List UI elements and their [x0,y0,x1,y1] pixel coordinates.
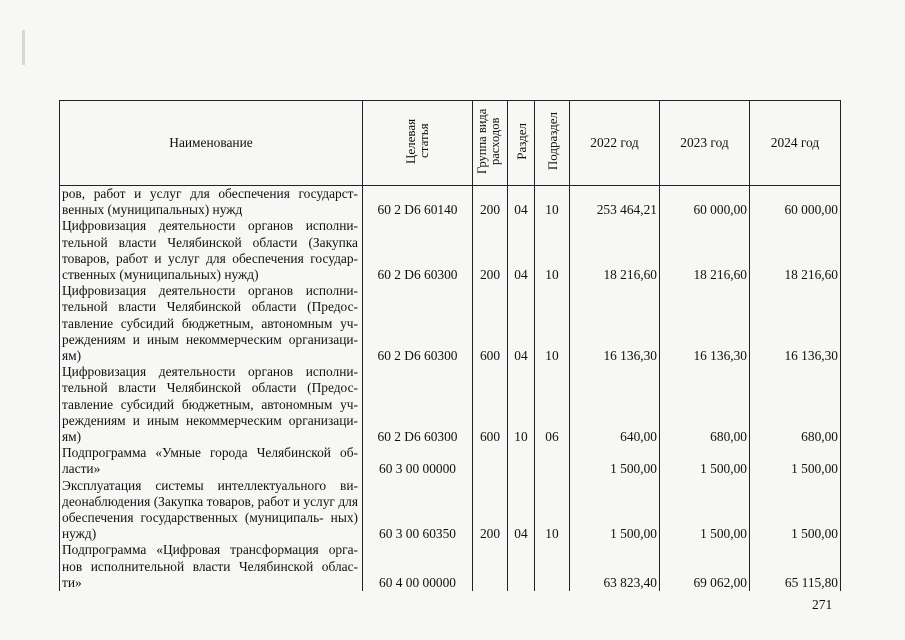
row-section [508,445,535,477]
row-value-2023: 69 062,00 [660,542,750,591]
row-section: 04 [508,186,535,219]
row-subsection: 10 [535,186,570,219]
row-value-2024: 1 500,00 [750,445,841,477]
table-row [60,478,841,543]
row-subsection: 06 [535,364,570,445]
scan-artifact [22,30,25,65]
header-name: Наименование [60,101,363,186]
row-value-2023: 60 000,00 [660,186,750,219]
row-value-2024: 65 115,80 [750,542,841,591]
row-value-2024: 16 136,30 [750,283,841,364]
table-row [60,186,841,219]
row-subsection [535,542,570,591]
row-value-2024: 18 216,60 [750,218,841,283]
row-name: Подпрограмма «Умные города Челябинской об- ласти» [60,445,363,477]
row-group: 600 [473,364,508,445]
row-group: 200 [473,218,508,283]
row-target-code: 60 2 D6 60300 [363,364,473,445]
header-target: Целевая статья [363,101,473,186]
row-value-2023: 18 216,60 [660,218,750,283]
row-name: Цифровизация деятельности органов исполни- тельной власти Челябинской области (Предос- тавление субсидий бюджетным, автономным уч- реждениям и иным некоммерческим организаци- ям) [60,364,363,445]
table-row [60,218,841,283]
header-2024: 2024 год [750,101,841,186]
row-target-code: 60 2 D6 60140 [363,186,473,219]
row-group [473,542,508,591]
header-section: Раздел [508,101,535,186]
row-value-2022: 63 823,40 [570,542,660,591]
row-value-2023: 16 136,30 [660,283,750,364]
header-group: Группа вида расходов [473,101,508,186]
row-subsection [535,445,570,477]
row-target-code: 60 2 D6 60300 [363,218,473,283]
row-value-2022: 640,00 [570,364,660,445]
row-value-2022: 16 136,30 [570,283,660,364]
row-section: 04 [508,283,535,364]
table-row [60,445,841,477]
row-value-2023: 680,00 [660,364,750,445]
row-name: ров, работ и услуг для обеспечения государст- венных (муниципальных) нужд [60,186,363,219]
header-2022: 2022 год [570,101,660,186]
row-name: Цифровизация деятельности органов исполни- тельной власти Челябинской области (Закупка товаров, работ и услуг для обеспечения государ- ственных (муниципальных) нужд) [60,218,363,283]
row-value-2024: 60 000,00 [750,186,841,219]
row-value-2024: 680,00 [750,364,841,445]
row-name: Подпрограмма «Цифровая трансформация орга- нов исполнительной власти Челябинской облас- ти» [60,542,363,591]
row-name: Эксплуатация системы интеллектуального ви- деонаблюдения (Закупка товаров, работ и услуг для обеспечения государственных (муниципаль- ных) нужд) [60,478,363,543]
table-header-row [60,101,841,186]
header-subsection: Подраздел [535,101,570,186]
row-value-2024: 1 500,00 [750,478,841,543]
row-section: 10 [508,364,535,445]
row-value-2022: 18 216,60 [570,218,660,283]
row-target-code: 60 4 00 00000 [363,542,473,591]
row-group [473,445,508,477]
page-number: 271 [812,597,833,612]
row-target-code: 60 3 00 60350 [363,478,473,543]
row-value-2023: 1 500,00 [660,478,750,543]
row-group: 200 [473,478,508,543]
row-subsection: 10 [535,218,570,283]
row-target-code: 60 3 00 00000 [363,445,473,477]
table-row [60,542,841,591]
table-row [60,364,841,445]
budget-table [59,100,841,591]
row-target-code: 60 2 D6 60300 [363,283,473,364]
row-subsection: 10 [535,478,570,543]
row-subsection: 10 [535,283,570,364]
row-value-2022: 1 500,00 [570,478,660,543]
header-2023: 2023 год [660,101,750,186]
row-section [508,542,535,591]
row-value-2023: 1 500,00 [660,445,750,477]
row-group: 200 [473,186,508,219]
row-group: 600 [473,283,508,364]
row-section: 04 [508,478,535,543]
row-value-2022: 253 464,21 [570,186,660,219]
row-name: Цифровизация деятельности органов исполни- тельной власти Челябинской области (Предос- тавление субсидий бюджетным, автономным уч- реждениям и иным некоммерческим организаци- ям) [60,283,363,364]
row-section: 04 [508,218,535,283]
row-value-2022: 1 500,00 [570,445,660,477]
table-row [60,283,841,364]
